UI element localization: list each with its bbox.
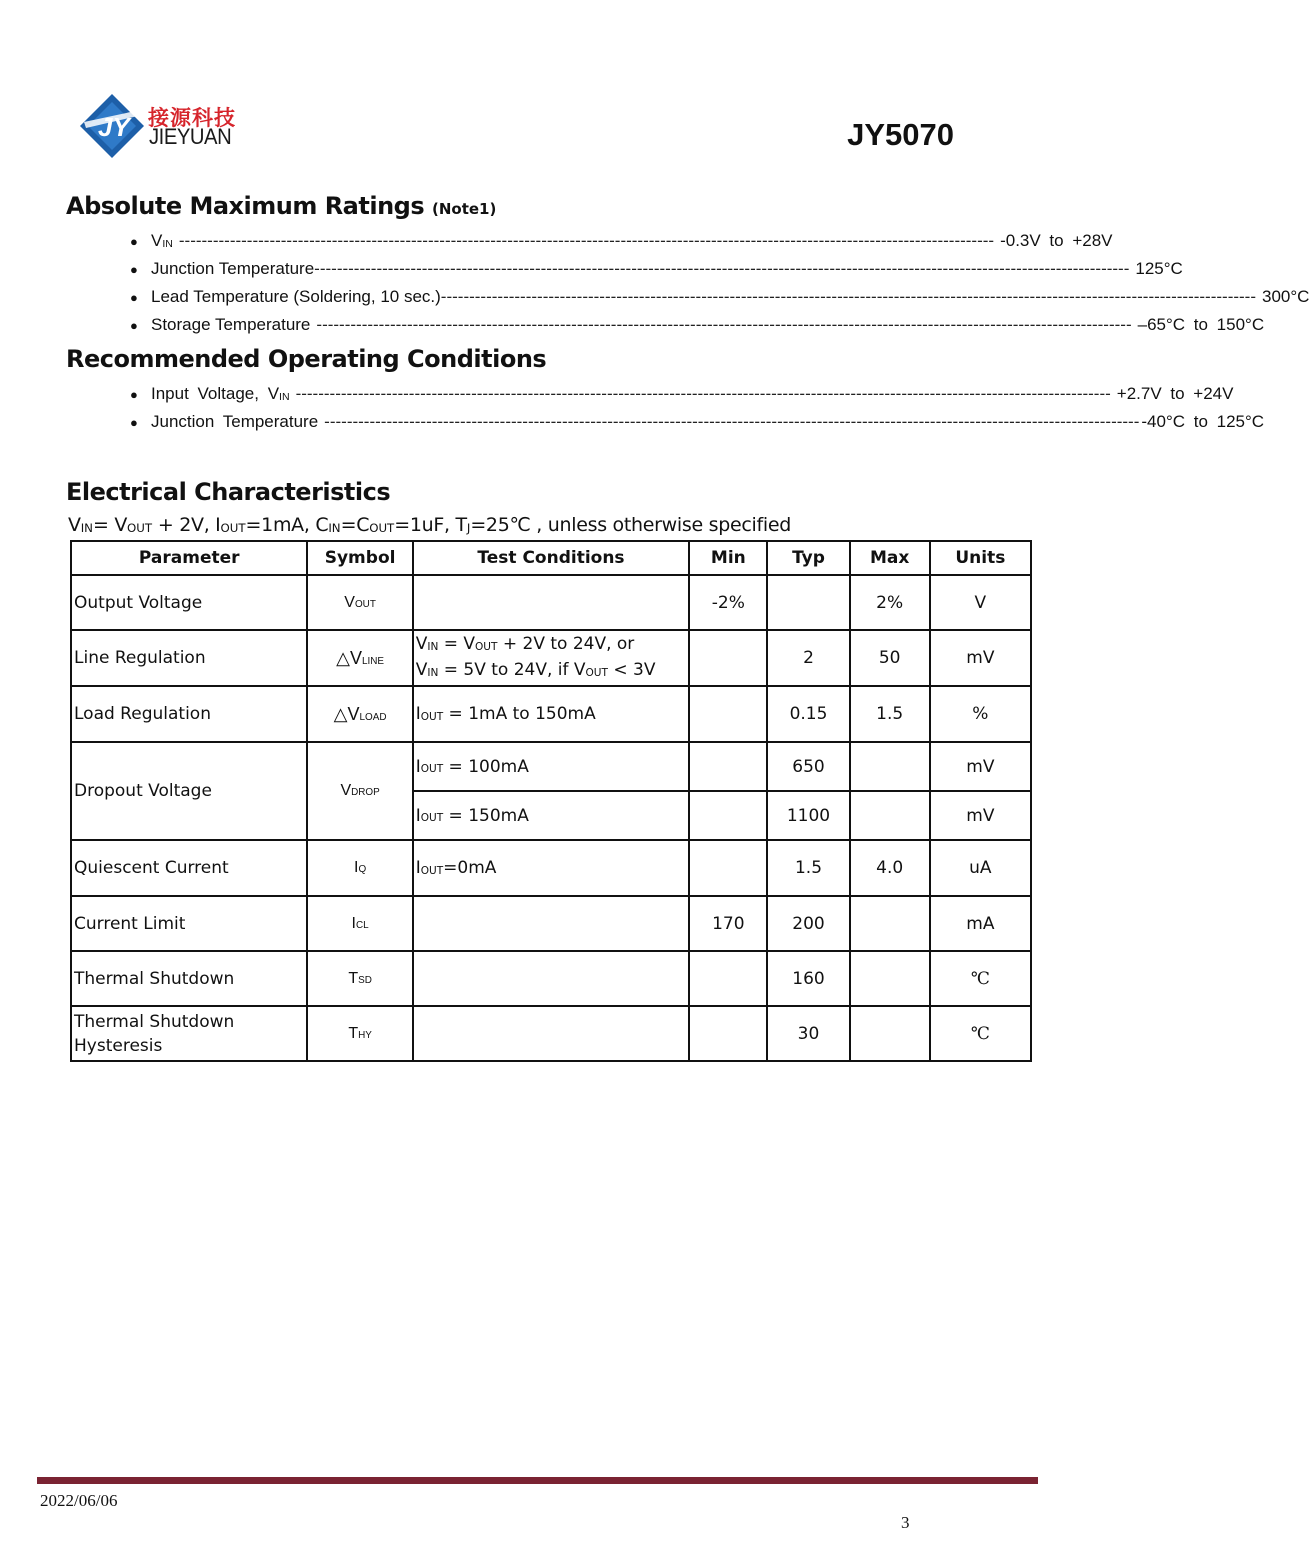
- cell-units: uA: [930, 840, 1031, 896]
- bullet-icon: ●: [130, 318, 138, 333]
- elec-heading: Electrical Characteristics: [66, 478, 391, 506]
- table-header-row: [71, 541, 1031, 575]
- elec-conditions: $V_{IN}= V_{OUT} + 2V$, $I_{OUT}=1mA$, $C_{IN}=C_{OUT}=1uF$, $T_J=25℃$ , unless otherwise specified: [68, 514, 792, 536]
- cell-symbol: $T_{HY}$: [307, 1006, 412, 1061]
- cell-typ: 30: [767, 1006, 849, 1061]
- cell-test-conditions: [413, 1006, 690, 1061]
- table-row: [71, 575, 1031, 630]
- rating-value: 300°C: [1262, 287, 1309, 306]
- cell-symbol: $T_{SD}$: [307, 951, 412, 1006]
- footer-date: 2022/06/06: [40, 1491, 118, 1510]
- cell-typ: 200: [767, 896, 849, 951]
- table-row: [71, 896, 1031, 951]
- rating-value: 125°C: [1135, 259, 1183, 278]
- line-reg-condition-1: $V_{IN} = V_{OUT} + 2V$ to 24V, or: [415, 634, 635, 654]
- table-row: [71, 630, 1031, 686]
- page-number: 3: [901, 1513, 910, 1532]
- col-header-min: Min: [689, 541, 767, 575]
- cell-min: [689, 686, 767, 742]
- cell-test-conditions: [413, 951, 690, 1006]
- cell-min: [689, 791, 767, 840]
- cell-parameter: Thermal Shutdown: [71, 951, 307, 1006]
- cell-units: mV: [930, 630, 1031, 686]
- abs-max-item-storage-temp: [130, 315, 1265, 337]
- bullet-icon: ●: [130, 415, 138, 430]
- rating-label: Lead Temperature (Soldering, 10 sec.): [151, 287, 441, 306]
- leader-dots: ------------------------------------------------------------------------------------------------------------------------------------------------: [440, 287, 1256, 306]
- leader-dots: ------------------------------------------------------------------------------------------------------------------------------------------------: [314, 259, 1130, 278]
- table-row: [71, 951, 1031, 1006]
- bullet-icon: ●: [130, 262, 138, 277]
- col-header-units: Units: [930, 541, 1031, 575]
- cell-max: 50: [850, 630, 930, 686]
- cell-min: [689, 742, 767, 791]
- cell-max: [850, 791, 930, 840]
- cell-typ: 1.5: [767, 840, 849, 896]
- cell-units: ℃: [930, 1006, 1031, 1061]
- abs-max-item-vin: [130, 231, 1113, 253]
- rating-value: -40°C to 125°C: [1141, 412, 1265, 431]
- cell-max: 4.0: [850, 840, 930, 896]
- abs-max-heading: [66, 192, 496, 220]
- cell-parameter: Quiescent Current: [71, 840, 307, 896]
- cell-units: mV: [930, 791, 1031, 840]
- cell-units: %: [930, 686, 1031, 742]
- rec-op-item-junction-temp: [130, 412, 1265, 434]
- cell-parameter: Current Limit: [71, 896, 307, 951]
- rec-op-heading: Recommended Operating Conditions: [66, 345, 547, 373]
- cell-symbol: $\triangle V_{LOAD}$: [307, 686, 412, 742]
- line-reg-condition-2: $V_{IN} = 5V$ to 24V, if $V_{OUT} < 3V$: [415, 660, 656, 680]
- cell-units: mV: [930, 742, 1031, 791]
- table-row: [71, 840, 1031, 896]
- rating-label: Junction Temperature: [151, 412, 319, 431]
- cell-test-conditions: [413, 575, 690, 630]
- cell-test-conditions: $I_{OUT} = 100mA$: [413, 742, 690, 791]
- footer-divider: [37, 1477, 1038, 1484]
- cell-parameter: [71, 1006, 307, 1061]
- logo-english-text: JIEYUAN: [149, 124, 232, 149]
- cell-min: [689, 630, 767, 686]
- cell-min: -2%: [689, 575, 767, 630]
- rating-value: +2.7V to +24V: [1116, 384, 1234, 403]
- leader-dots: ------------------------------------------------------------------------------------------------------------------------------------------------: [295, 384, 1111, 403]
- cell-symbol: $V_{OUT}$: [307, 575, 412, 630]
- cell-parameter: Dropout Voltage: [71, 742, 307, 840]
- cell-units: ℃: [930, 951, 1031, 1006]
- leader-dots: ------------------------------------------------------------------------------------------------------------------------------------------------: [178, 231, 995, 250]
- cell-max: [850, 1006, 930, 1061]
- cell-parameter: Load Regulation: [71, 686, 307, 742]
- cell-min: [689, 951, 767, 1006]
- logo-chinese-text: 接源科技: [148, 106, 236, 130]
- cell-max: 2%: [850, 575, 930, 630]
- cell-symbol: $I_{CL}$: [307, 896, 412, 951]
- rating-label: Input Voltage, $V_{IN}$: [151, 384, 290, 403]
- cell-symbol: $V_{DROP}$: [307, 742, 412, 840]
- cell-test-conditions: [413, 896, 690, 951]
- rating-value: –65°C to 150°C: [1137, 315, 1265, 334]
- cell-parameter: Output Voltage: [71, 575, 307, 630]
- abs-max-title: Absolute Maximum Ratings: [66, 192, 425, 220]
- cell-typ: 2: [767, 630, 849, 686]
- abs-max-note: (Note1): [431, 200, 497, 218]
- abs-max-item-junction-temp: [130, 259, 1183, 281]
- col-header-test-conditions: Test Conditions: [413, 541, 690, 575]
- bullet-icon: ●: [130, 234, 138, 249]
- rating-label: $V_{IN}$: [151, 231, 173, 250]
- cell-max: [850, 896, 930, 951]
- cell-min: 170: [689, 896, 767, 951]
- rec-op-item-input-voltage: [130, 384, 1234, 406]
- cell-typ: [767, 575, 849, 630]
- rating-value: -0.3V to +28V: [1000, 231, 1113, 250]
- col-header-parameter: Parameter: [71, 541, 307, 575]
- cell-test-conditions: [413, 630, 690, 686]
- table-row: [71, 742, 1031, 791]
- cell-typ: 160: [767, 951, 849, 1006]
- cell-typ: 1100: [767, 791, 849, 840]
- rating-label: Storage Temperature: [151, 315, 311, 334]
- cell-max: [850, 951, 930, 1006]
- cell-units: V: [930, 575, 1031, 630]
- cell-test-conditions: $I_{OUT} = 1mA$ to 150mA: [413, 686, 690, 742]
- abs-max-item-lead-temp: [130, 287, 1309, 309]
- cell-typ: 0.15: [767, 686, 849, 742]
- leader-dots: ------------------------------------------------------------------------------------------------------------------------------------------------: [324, 412, 1140, 431]
- cell-test-conditions: $I_{OUT} = 150mA$: [413, 791, 690, 840]
- col-header-typ: Typ: [767, 541, 849, 575]
- table-row: [71, 1006, 1031, 1061]
- cell-max: [850, 742, 930, 791]
- table-row: [71, 686, 1031, 742]
- electrical-characteristics-table: [70, 540, 1032, 1062]
- cell-min: [689, 1006, 767, 1061]
- rating-label: Junction Temperature: [151, 259, 315, 278]
- part-number: JY5070: [847, 117, 954, 152]
- cell-parameter: Line Regulation: [71, 630, 307, 686]
- col-header-max: Max: [850, 541, 930, 575]
- svg-text:JY: JY: [98, 112, 130, 142]
- bullet-icon: ●: [130, 290, 138, 305]
- param-line-1: Thermal Shutdown: [74, 1011, 235, 1032]
- bullet-icon: ●: [130, 387, 138, 402]
- leader-dots: ------------------------------------------------------------------------------------------------------------------------------------------------: [316, 315, 1132, 334]
- cell-min: [689, 840, 767, 896]
- cell-max: 1.5: [850, 686, 930, 742]
- cell-test-conditions: $I_{OUT}=0mA$: [413, 840, 690, 896]
- cell-units: mA: [930, 896, 1031, 951]
- cell-symbol: $\triangle V_{LINE}$: [307, 630, 412, 686]
- cell-typ: 650: [767, 742, 849, 791]
- cell-symbol: $I_Q$: [307, 840, 412, 896]
- param-line-2: Hysteresis: [74, 1035, 163, 1056]
- col-header-symbol: Symbol: [307, 541, 412, 575]
